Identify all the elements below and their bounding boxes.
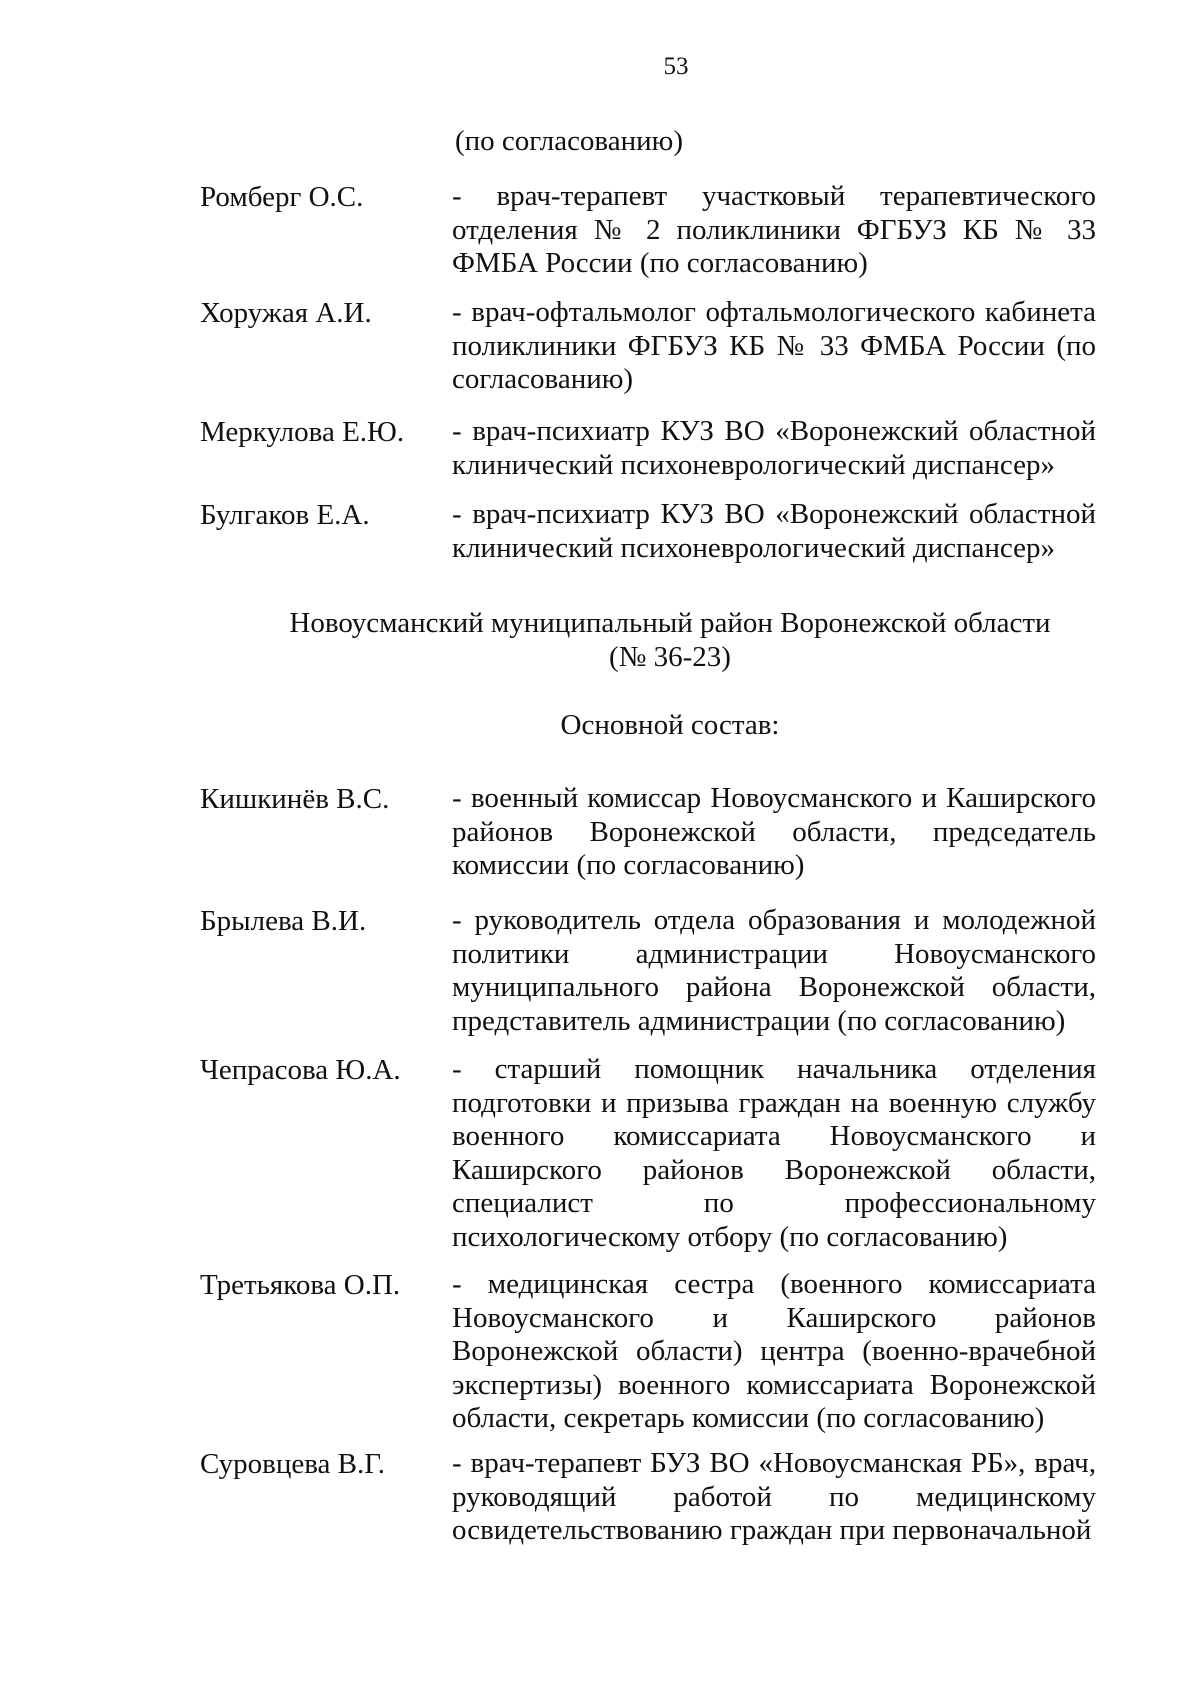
member-name: Ромберг О.С.: [200, 181, 364, 213]
page-number: 53: [663, 53, 689, 80]
continuation-text: (по согласованию): [455, 125, 683, 157]
section-title: [260, 606, 1080, 674]
member-name: Чепрасова Ю.А.: [200, 1054, 401, 1086]
member-name: Третьякова О.П.: [200, 1269, 401, 1301]
member-name: Хоружая А.И.: [200, 297, 372, 329]
member-description: - врач-терапевт БУЗ ВО «Новоусманская РБ», врач, руководящий работой по медицинскому освидетельствованию граждан при первоначальной: [452, 1447, 1096, 1546]
member-name: Меркулова Е.Ю.: [200, 416, 405, 448]
section-code: (№ 36-23): [609, 641, 731, 673]
member-description: - руководитель отдела образования и молодежной политики администрации Новоусманского муниципального района Воронежской области, представитель администрации (по согласованию): [452, 904, 1096, 1037]
member-description: - медицинская сестра (военного комиссариата Новоусманского и Каширского районов Воронежской области) центра (военно-врачебной экспертизы) военного комиссариата Воронежской области, секретарь комиссии (по согласованию): [452, 1268, 1096, 1434]
member-name: Кишкинёв В.С.: [200, 783, 390, 815]
member-description: - военный комиссар Новоусманского и Каширского районов Воронежской области, председатель комиссии (по согласованию): [452, 782, 1096, 881]
member-name: Брылева В.И.: [200, 905, 367, 937]
member-description: - врач-психиатр КУЗ ВО «Воронежский областной клинический психоневрологический диспансер»: [452, 498, 1096, 564]
section-subtitle: Основной состав:: [560, 709, 780, 741]
member-description: - врач-офтальмолог офтальмологического кабинета поликлиники ФГБУЗ КБ № 33 ФМБА России (по согласованию): [452, 296, 1096, 395]
member-name: Суровцева В.Г.: [200, 1448, 385, 1480]
member-description: - врач-психиатр КУЗ ВО «Воронежский областной клинический психоневрологический диспансер»: [452, 415, 1096, 481]
member-name: Булгаков Е.А.: [200, 499, 370, 531]
section-title-line: Новоусманский муниципальный район Воронежской области: [289, 607, 1051, 639]
member-description: - старший помощник начальника отделения подготовки и призыва граждан на военную службу военного комиссариата Новоусманского и Каширского районов Воронежской области, специалист по профессиональному психологическому отбору (по согласованию): [452, 1053, 1096, 1253]
member-description: - врач-терапевт участковый терапевтического отделения № 2 поликлиники ФГБУЗ КБ № 33 ФМБА России (по согласованию): [452, 180, 1096, 279]
